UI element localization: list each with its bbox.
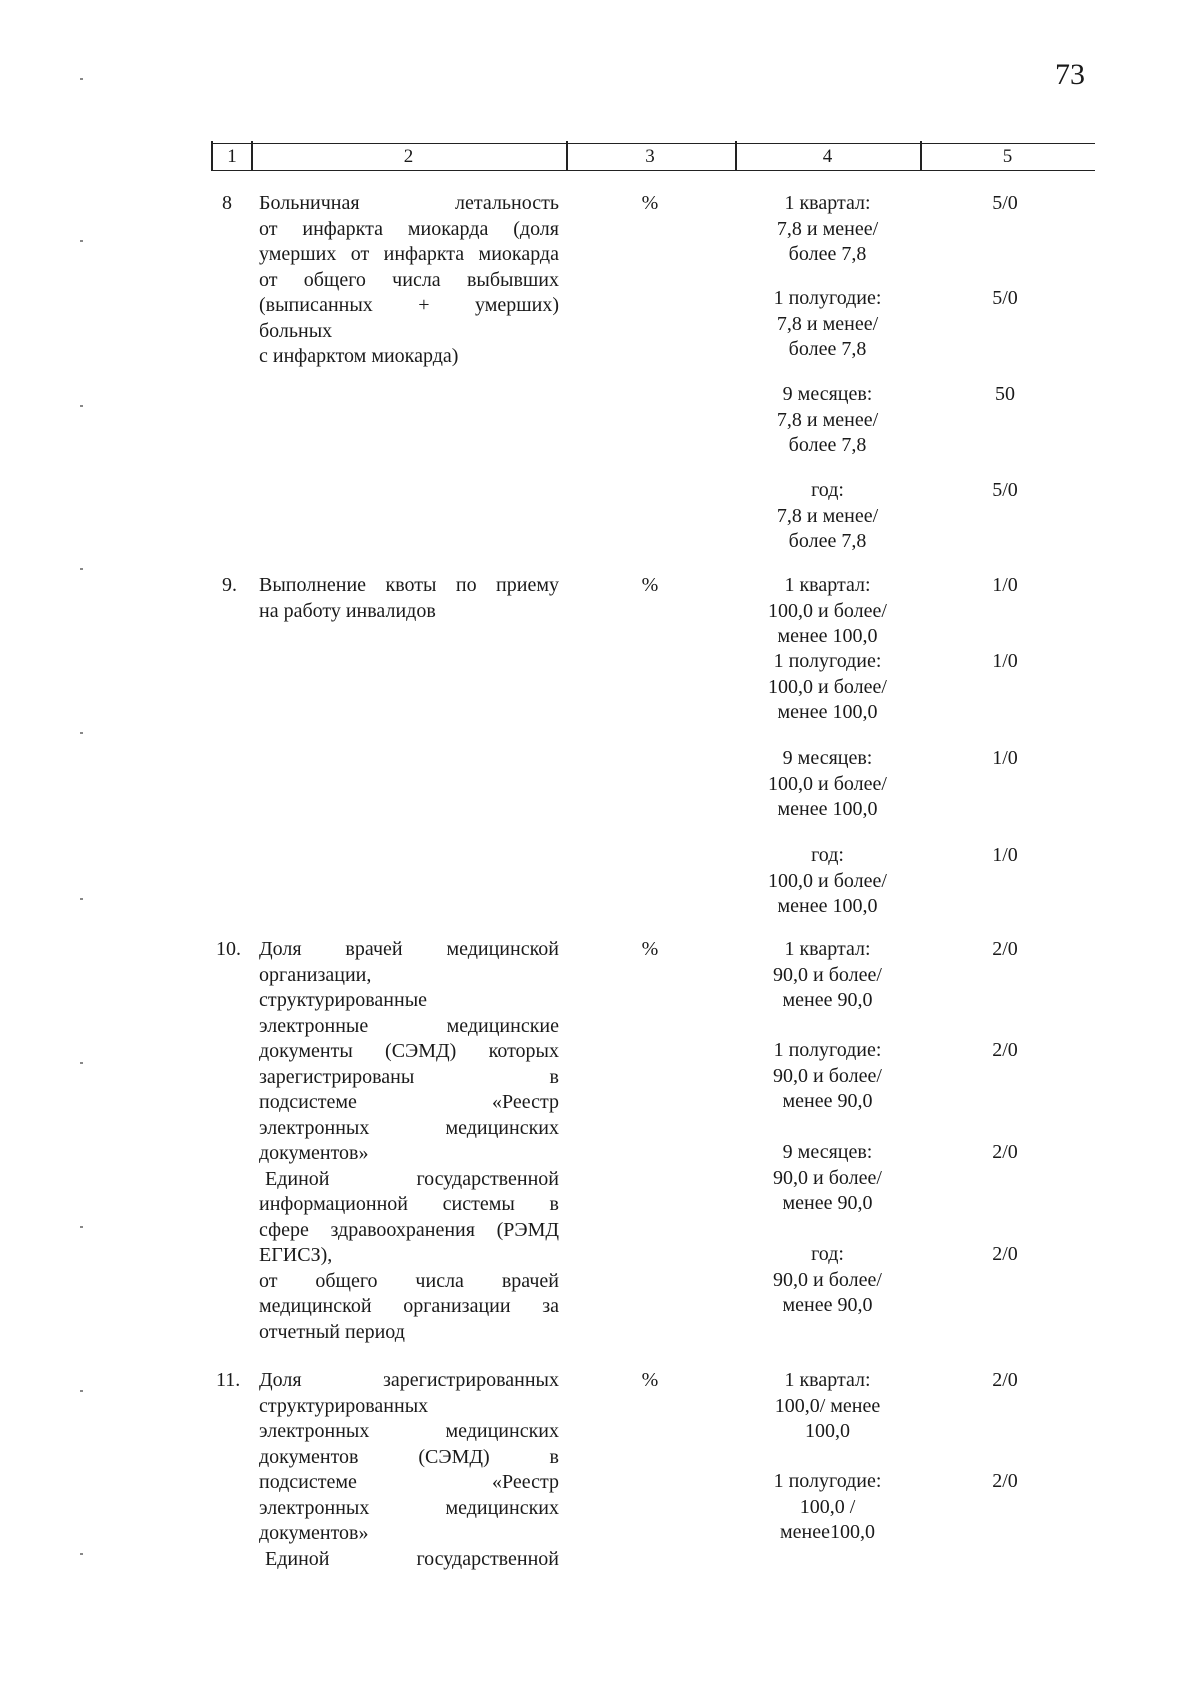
period-value	[735, 1038, 920, 1115]
period-line: 100,0 и более/	[768, 599, 887, 622]
row-number: 10.	[216, 938, 241, 960]
period-label: 1 полугодие:	[773, 1470, 882, 1492]
period-value	[735, 573, 920, 650]
unit: %	[641, 938, 659, 960]
score: 5/0	[992, 479, 1018, 501]
scan-speck	[80, 1226, 83, 1228]
period-label: 1 полугодие:	[773, 650, 882, 672]
indicator-line: Выполнение квоты по приему	[259, 574, 559, 596]
scan-speck	[80, 732, 83, 734]
scan-speck	[80, 1553, 83, 1555]
period-line: 100,0 и более/	[768, 675, 887, 698]
period-value	[735, 191, 920, 268]
period-line: менее 90,0	[782, 1294, 873, 1316]
period-line: 90,0 и более/	[773, 963, 882, 986]
period-line: менее 100,0	[777, 895, 878, 917]
header-col-4: 4	[735, 143, 920, 171]
score: 2/0	[992, 1470, 1018, 1492]
period-line: менее 100,0	[777, 625, 878, 647]
header-divider	[735, 141, 737, 171]
period-label: год:	[811, 479, 844, 501]
unit: %	[641, 1369, 659, 1391]
period-line: более 7,8	[788, 338, 867, 360]
indicator-name	[259, 573, 559, 624]
indicator-line: от инфаркта миокарда (доля	[259, 217, 559, 240]
period-value	[735, 1140, 920, 1217]
period-label: год:	[811, 1243, 844, 1265]
indicator-name	[259, 191, 559, 370]
indicator-line: с инфарктом миокарда)	[259, 345, 459, 367]
header-col-5: 5	[920, 143, 1095, 171]
period-line: менее 90,0	[782, 989, 873, 1011]
period-line: менее 90,0	[782, 1192, 873, 1214]
indicator-line: отчетный период	[259, 1320, 405, 1343]
period-line: менее 90,0	[782, 1090, 873, 1112]
indicator-line: от общего числа выбывших	[259, 268, 559, 291]
scan-speck	[80, 568, 83, 570]
period-label: 1 квартал:	[784, 574, 871, 596]
indicator-line: сфере здравоохранения (РЭМД	[259, 1218, 559, 1241]
period-line: 90,0 и более/	[773, 1064, 882, 1087]
period-line: 7,8 и менее/	[776, 408, 879, 431]
indicator-line: медицинской организации за	[259, 1295, 559, 1317]
indicator-line: на работу инвалидов	[259, 599, 436, 622]
score: 5/0	[992, 287, 1018, 309]
score: 2/0	[992, 1141, 1018, 1163]
indicator-line: больных	[259, 319, 333, 342]
period-line: 100,0 и более/	[768, 869, 887, 892]
row-number: 11.	[216, 1369, 241, 1391]
indicator-line: зарегистрированы в	[259, 1065, 559, 1088]
header-col-2: 2	[252, 143, 565, 171]
indicator-line: информационной системы в	[259, 1193, 559, 1215]
indicator-line: документы (СЭМД) которых	[259, 1040, 559, 1062]
indicator-name	[259, 937, 559, 1345]
indicator-line: электронных медицинских	[259, 1116, 559, 1139]
period-line: 100,0 и более/	[768, 772, 887, 795]
period-line: 100,0/ менее	[774, 1394, 881, 1417]
period-line: более 7,8	[788, 434, 867, 456]
unit: %	[641, 574, 659, 596]
indicator-line: электронные медицинские	[259, 1014, 559, 1037]
indicator-line: Больничная летальность	[259, 192, 559, 214]
score: 2/0	[992, 1243, 1018, 1265]
indicator-line: структурированные	[259, 989, 428, 1011]
header-divider	[920, 141, 922, 171]
period-line: 100,0	[805, 1420, 850, 1442]
period-line: 7,8 и менее/	[776, 217, 879, 240]
header-divider	[566, 141, 568, 171]
indicator-line: Единой государственной	[265, 1167, 559, 1190]
indicator-line: Доля врачей медицинской	[259, 938, 559, 960]
period-value	[735, 649, 920, 726]
period-value	[735, 286, 920, 363]
indicator-line: подсистеме «Реестр	[259, 1091, 559, 1113]
indicator-line: организации,	[259, 963, 372, 986]
indicator-line: документов»	[259, 1522, 369, 1544]
header-divider	[211, 141, 213, 171]
period-line: менее100,0	[780, 1521, 875, 1543]
period-value	[735, 746, 920, 823]
period-line: 100,0 /	[799, 1495, 856, 1518]
header-divider	[251, 141, 253, 171]
score: 1/0	[992, 747, 1018, 769]
score: 2/0	[992, 1369, 1018, 1391]
period-value	[735, 937, 920, 1014]
indicator-line: электронных медицинских	[259, 1420, 559, 1442]
score: 1/0	[992, 574, 1018, 596]
indicator-line: структурированных	[259, 1394, 429, 1417]
score: 1/0	[992, 844, 1018, 866]
period-value	[735, 1368, 920, 1445]
period-label: 1 квартал:	[784, 192, 871, 214]
indicator-line: Доля зарегистрированных	[259, 1369, 559, 1391]
score: 2/0	[992, 938, 1018, 960]
period-label: 1 полугодие:	[773, 287, 882, 309]
period-label: 9 месяцев:	[782, 747, 873, 769]
score: 2/0	[992, 1039, 1018, 1061]
page-number: 73	[1055, 58, 1085, 91]
scan-speck	[80, 78, 83, 80]
indicator-line: (выписанных + умерших)	[259, 294, 559, 316]
score: 50	[995, 383, 1015, 405]
unit: %	[641, 192, 659, 214]
indicator-line: ЕГИСЗ),	[259, 1244, 333, 1266]
scan-speck	[80, 1062, 83, 1064]
period-label: 1 квартал:	[784, 938, 871, 960]
scan-speck	[80, 898, 83, 900]
period-line: 7,8 и менее/	[776, 504, 879, 527]
score: 5/0	[992, 192, 1018, 214]
score: 1/0	[992, 650, 1018, 672]
row-number: 8	[222, 192, 232, 214]
indicator-line: подсистеме «Реестр	[259, 1471, 559, 1493]
indicator-line: умерших от инфаркта миокарда	[259, 243, 559, 265]
period-line: менее 100,0	[777, 798, 878, 820]
indicator-name	[259, 1368, 559, 1572]
header-col-3: 3	[565, 143, 735, 171]
scan-speck	[80, 405, 83, 407]
scan-speck	[80, 1390, 83, 1392]
period-label: год:	[811, 844, 844, 866]
period-line: 7,8 и менее/	[776, 312, 879, 335]
period-value	[735, 843, 920, 920]
period-line: менее 100,0	[777, 701, 878, 723]
indicator-line: документов»	[259, 1142, 369, 1164]
indicator-line: документов (СЭМД) в	[259, 1445, 559, 1468]
scan-speck	[80, 240, 83, 242]
period-label: 1 полугодие:	[773, 1039, 882, 1061]
header-col-1: 1	[212, 143, 252, 171]
row-number: 9.	[222, 574, 237, 596]
indicator-line: от общего числа врачей	[259, 1269, 559, 1292]
period-value	[735, 478, 920, 555]
period-line: 90,0 и более/	[773, 1268, 882, 1291]
period-line: более 7,8	[788, 530, 867, 552]
indicator-line: электронных медицинских	[259, 1496, 559, 1519]
period-label: 9 месяцев:	[782, 383, 873, 405]
period-value	[735, 1469, 920, 1546]
period-value	[735, 1242, 920, 1319]
period-label: 9 месяцев:	[782, 1141, 873, 1163]
period-value	[735, 382, 920, 459]
indicator-line: Единой государственной	[265, 1547, 559, 1570]
period-line: 90,0 и более/	[773, 1166, 882, 1189]
period-line: более 7,8	[788, 243, 867, 265]
period-label: 1 квартал:	[784, 1369, 871, 1391]
